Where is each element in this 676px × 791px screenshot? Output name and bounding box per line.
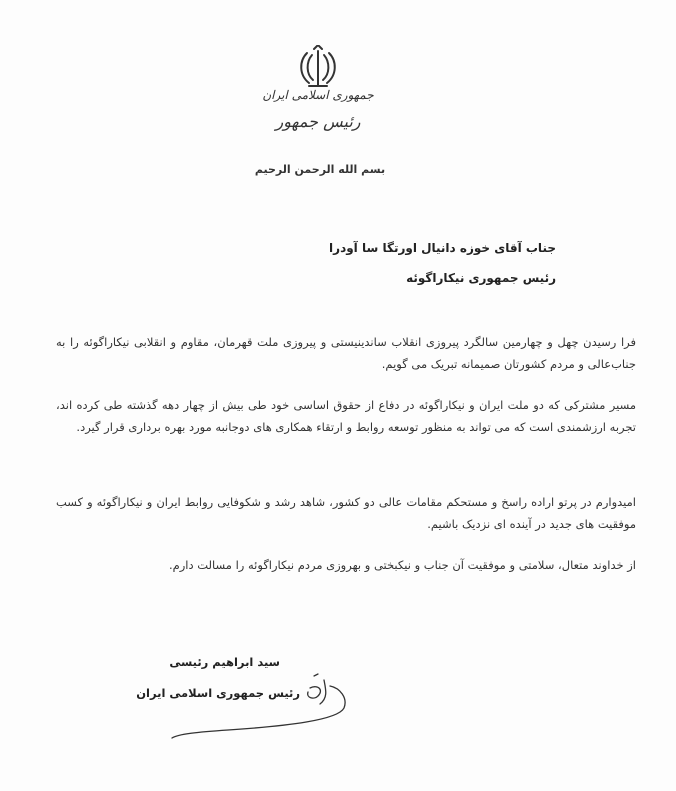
letterhead-country: جمهوری اسلامی ایران: [262, 88, 374, 102]
handwritten-signature-icon: [168, 658, 368, 748]
letter-paragraph: از خداوند متعال، سلامتی و موفقیت آن جناب و نیکبختی و بهروزی مردم نیکاراگوئه را مسالت دارم.: [168, 558, 636, 572]
letter-paragraph: امیدوارم در پرتو اراده راسخ و مستحکم مقامات عالی دو کشور، شاهد رشد و شکوفایی روابط ایران و نیکاراگوئه و کسب موفقیت های جدید در آینده ای نزدیک باشیم.: [56, 495, 636, 531]
iran-emblem-icon: [297, 45, 339, 91]
recipient-title: رئیس جمهوری نیکاراگوئه: [406, 271, 556, 285]
signatory-title: رئیس جمهوری اسلامی ایران: [136, 686, 300, 700]
letter-paragraph: مسیر مشترکی که دو ملت ایران و نیکاراگوئه در دفاع از حقوق اساسی خود طی بیش از چهار دهه گذشته طی کرده اند، تجربه ارزشمندی است که می تواند به منظور توسعه روابط و ارتقاء همکاری های دوجانبه مورد بهره برداری قرار گیرد.: [56, 398, 636, 434]
signatory-name: سید ابراهیم رئیسی: [169, 655, 280, 669]
letterhead-office: رئیس جمهور: [275, 112, 361, 131]
letter-paragraph: فرا رسیدن چهل و چهارمین سالگرد پیروزی انقلاب ساندینیستی و پیروزی ملت قهرمان، مقاوم و انقلابی نیکاراگوئه را به جناب‌عالی و مردم کشورتان صمیمانه تبریک می گویم.: [56, 335, 636, 371]
recipient-name: جناب آقای خوزه دانیال اورتگا سا آودرا: [329, 241, 556, 255]
bismillah-heading: بسم الله الرحمن الرحیم: [254, 163, 386, 176]
